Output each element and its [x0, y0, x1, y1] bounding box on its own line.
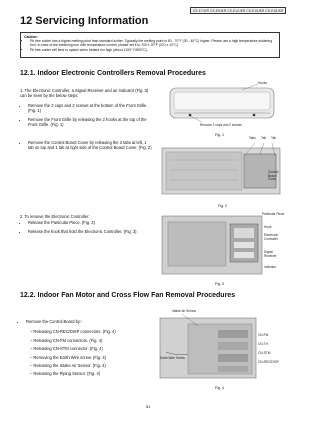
caution-box [20, 32, 280, 58]
fig4-caption: Fig. 4 [215, 386, 224, 390]
model-header: CS-E7JKR CS-E9JKR CS-E12JKR CS-E15JKR CS-E18JKR [190, 7, 286, 14]
step2-bullet: • Release the hook that hold the Electronic Controller. (Fig. 3) [28, 229, 152, 234]
fig3-label-particular-piece: Particular Piece [262, 212, 285, 216]
section2-dash: – Releasing CN-REC/DISP connectors. (Fig. 4) [30, 329, 116, 335]
fig4-label-cn-fm: CN-FM [258, 333, 269, 337]
fig1-label-hooks: Hooks [258, 81, 268, 85]
fig4-label-earth: Earth Wire Screw [160, 356, 185, 360]
fig4-label-intake: Intake Air Sensor [172, 309, 197, 313]
step1-bullet: • Remove the Control Board Cover by releasing the 3 tabs at left, 1 tab on top and 1 tab at right side of the Control Board Cover. (Fig. 2) [28, 140, 152, 151]
page-number: 51 [146, 404, 151, 409]
fig4-label-cn-th: CN-TH [258, 342, 268, 346]
step2-block [20, 214, 152, 238]
caution-title: Caution: [24, 34, 38, 39]
step1-block-b [20, 140, 152, 154]
step1-bullet: • Remove the Front Grille by releasing the 2 hooks at the top of the Front Grille. (Fig. 1) [28, 117, 152, 128]
fig3-label-signal-receiver: Signal Receiver [264, 250, 277, 258]
caution-item: • Pb free solder has a higher melting point than standard solder; Typically the melting point is 50 - 70°F (30 - 40°C) higher. Please use a high temperature soldering iron. In case of the soldering iron with temperature control, please set it to 700 ± 20°F (370 ± 10°C). [30, 39, 276, 48]
step1-intro: 1. The Electronic Controller, a Signal Receiver and an Indicator (Fig. 3) can be seen by the below steps: [20, 88, 149, 99]
fig3-caption: Fig. 3 [215, 282, 224, 286]
section2-block [20, 319, 150, 379]
page-title: 12 Servicing Information [20, 15, 149, 27]
section2-bullet: • Remove the Control Board by:- [26, 319, 150, 324]
step1-bullet: • Remove the 2 caps and 2 screws at the bottom of the Front Grille. (Fig. 1) [28, 103, 152, 114]
section-title-12-1: 12.1. Indoor Electronic Controllers Removal Procedures [20, 70, 206, 77]
step2-intro: 2. To remove the Electronic Controller: [20, 214, 90, 219]
fig2-label-tab: Tab [261, 136, 267, 140]
section2-dash: – Releasing CN-FM connectors. (Fig. 4) [30, 337, 103, 343]
fig4-label-cn-stm: CN-STM [258, 351, 271, 355]
fig3-label-indicator: Indicator [264, 265, 277, 269]
fig4-label-cn-rec: CN-REC/DISP [258, 360, 279, 364]
fig2-caption: Fig. 2 [218, 204, 227, 208]
step2-bullet: • Release the Particular Piece. (Fig. 3) [28, 220, 152, 225]
section-title-12-2: 12.2. Indoor Fan Motor and Cross Flow Fan Removal Procedures [20, 292, 236, 299]
fig2-label-tab: Tab [271, 136, 277, 140]
fig3-label-hook: Hook [264, 225, 272, 229]
caution-item: • Pb free solder will tend to splash when heated too high (about 1100° F/600°C). [30, 48, 276, 52]
section2-dash: – Releasing the Piping Sensor. (Fig. 4) [30, 371, 101, 377]
fig2-control-board-cover [160, 140, 284, 200]
fig1-caption: Fig. 1 [215, 133, 224, 137]
section2-dash: – Releasing CN-STM connector. (Fig. 4) [30, 346, 103, 352]
fig2-label-cover: Control Board Cover [268, 170, 279, 182]
step1-block [20, 88, 152, 131]
fig2-label-tabs: Tabs [249, 136, 256, 140]
fig3-electronic-controller [160, 212, 264, 276]
fig1-indoor-unit [162, 82, 282, 128]
fig1-label-caps: Remove 2 caps and 2 screws [200, 123, 242, 127]
section2-dash: – Removing the Earth Wire screw. (Fig. 4) [30, 354, 106, 360]
section2-dash: – Releasing the Intake Air Sensor. (Fig. 4) [30, 363, 106, 369]
fig3-label-controller: Electronic Controller [264, 233, 278, 241]
fig4-control-board [158, 312, 258, 382]
